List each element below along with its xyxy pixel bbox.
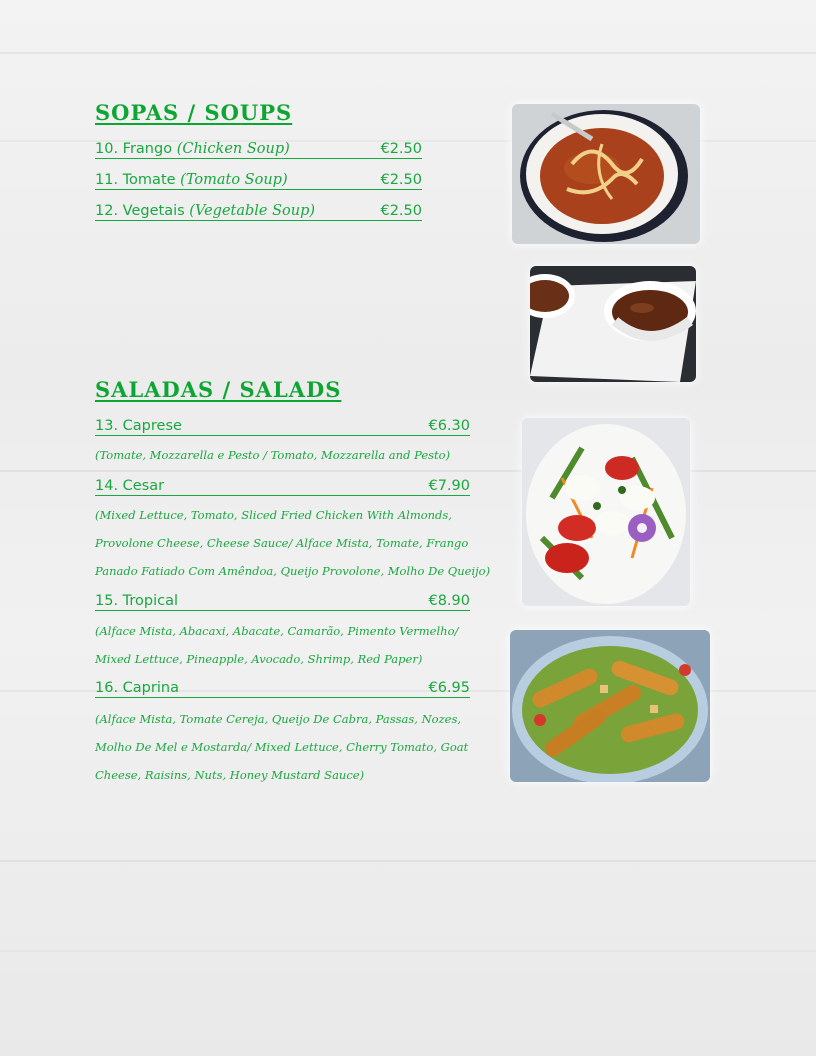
chicken-salad-photo: [510, 630, 710, 782]
menu-item-caprese: [95, 417, 470, 436]
item-price: €7.90: [428, 478, 470, 494]
item-description: (Mixed Lettuce, Tomato, Sliced Fried Chicken With Almonds,: [95, 508, 452, 522]
item-description: Provolone Cheese, Cheese Sauce/ Alface Mista, Tomate, Frango: [95, 536, 469, 550]
salads-heading: SALADAS / SALADS: [95, 377, 342, 402]
item-description: Mixed Lettuce, Pineapple, Avocado, Shrimp, Red Paper): [95, 652, 423, 666]
soups-heading: SOPAS / SOUPS: [95, 100, 293, 125]
item-description: (Alface Mista, Tomate Cereja, Queijo De Cabra, Passas, Nozes,: [95, 712, 461, 726]
item-price: €2.50: [380, 203, 422, 219]
item-name: 10. Frango: [95, 141, 173, 157]
item-price: €8.90: [428, 593, 470, 609]
item-name: 14. Cesar: [95, 478, 165, 494]
item-price: €2.50: [380, 141, 422, 157]
menu-item-frango: [95, 140, 422, 159]
item-price: €2.50: [380, 172, 422, 188]
menu-item-tropical: [95, 592, 470, 611]
item-description: Cheese, Raisins, Nuts, Honey Mustard Sauce): [95, 768, 365, 782]
item-english: (Vegetable Soup): [189, 203, 316, 219]
caprese-salad-photo: [522, 418, 690, 606]
item-name: 12. Vegetais: [95, 203, 185, 219]
item-english: (Chicken Soup): [176, 141, 290, 157]
soup-bowls-photo: [530, 266, 696, 382]
menu-item-tomate: [95, 171, 422, 190]
item-price: €6.30: [428, 418, 470, 434]
menu-item-caprina: [95, 679, 470, 698]
item-description: Molho De Mel e Mostarda/ Mixed Lettuce, Cherry Tomato, Goat: [95, 740, 469, 754]
item-description: (Tomate, Mozzarella e Pesto / Tomato, Mozzarella and Pesto): [95, 448, 451, 462]
item-name: 13. Caprese: [95, 418, 182, 434]
menu-item-cesar: [95, 477, 470, 496]
item-name: 11. Tomate: [95, 172, 176, 188]
item-price: €6.95: [428, 680, 470, 696]
item-name: 16. Caprina: [95, 680, 179, 696]
item-description: Panado Fatiado Com Amêndoa, Queijo Provolone, Molho De Queijo): [95, 564, 491, 578]
item-name: 15. Tropical: [95, 593, 179, 609]
item-english: (Tomato Soup): [180, 172, 288, 188]
tomato-soup-photo: [512, 104, 700, 244]
item-description: (Alface Mista, Abacaxi, Abacate, Camarão, Pimento Vermelho/: [95, 624, 459, 638]
menu-item-vegetais: [95, 202, 422, 221]
